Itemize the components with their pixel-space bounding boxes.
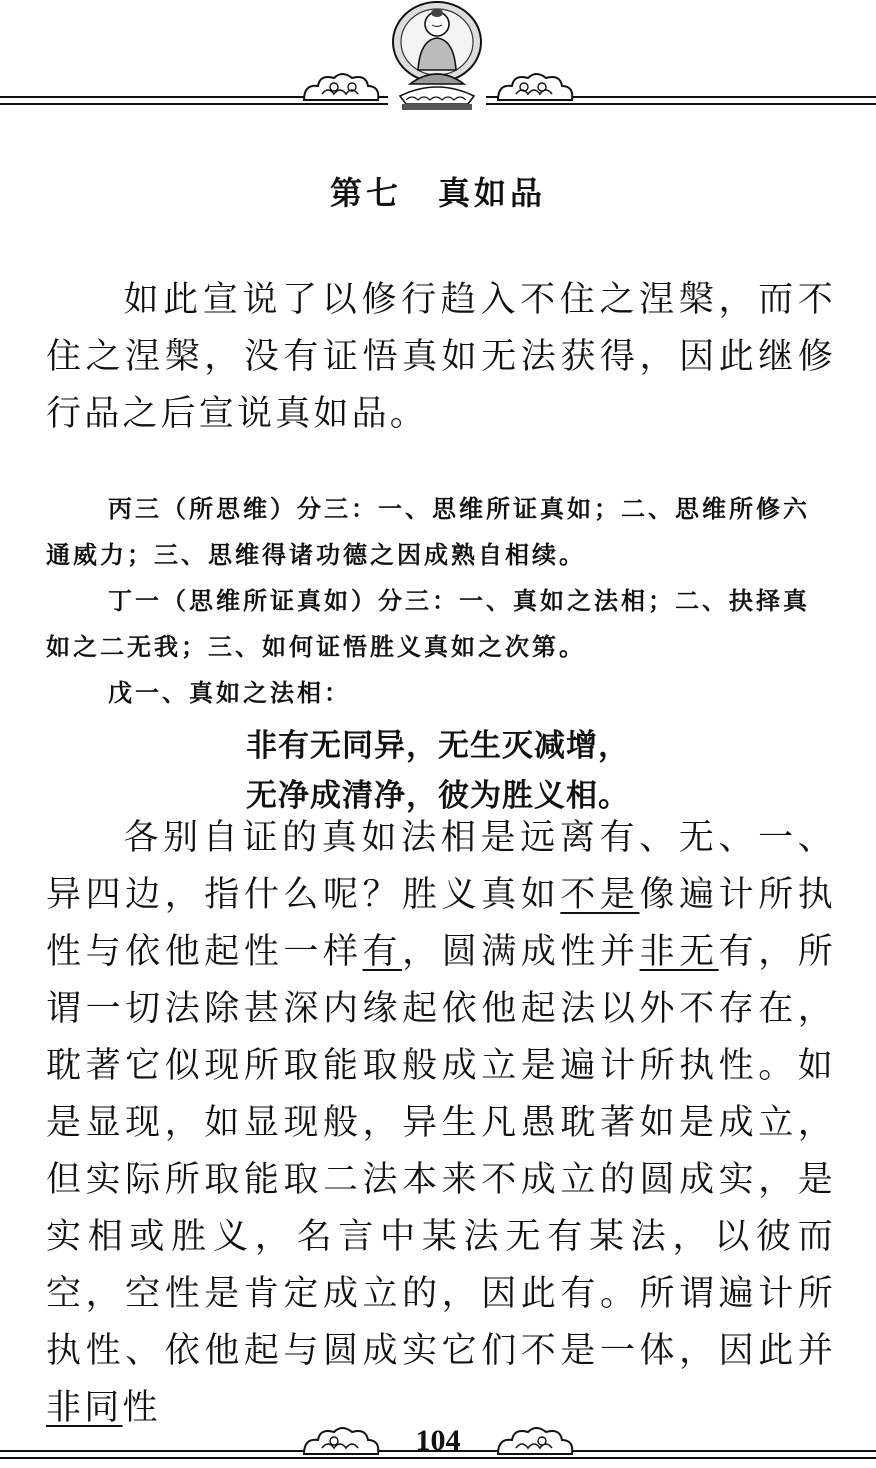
- commentary-text: 有，所谓一切法除甚深内缘起依他起法以外不存在，耽著它似现所取能取般成立是遍计所执性。如是显现，如显现般，异生凡愚耽著如是成立，但实际所取能取二法本来不成立的圆成实，是实相或胜义，名言中某法无有某法，以彼而空，空性是肯定成立的，因此有。所谓遍计所执性、依他起与圆成实它们不是一体，因此并: [46, 932, 837, 1371]
- commentary-text: ，圆满成性并: [402, 932, 640, 972]
- cloud-ornament-icon: [494, 70, 576, 104]
- underlined-text: 非同: [46, 1388, 123, 1428]
- outline-wu-text: 戊一、真如之法相：: [108, 679, 351, 707]
- intro-text: 如此宣说了以修行趋入不住之涅槃，而不住之涅槃，没有证悟真如无法获得，因此继修行品之后宣说真如品。: [46, 280, 836, 434]
- outline-wu: [46, 670, 836, 716]
- commentary-text: 各别自证的真如法相是远离有、无、一、异四边，指什么呢？胜义真如: [46, 818, 836, 915]
- underlined-text: 非无: [639, 932, 719, 972]
- commentary-text: 像遍计所执性与依他起性一样: [46, 875, 836, 972]
- underlined-text: 不是: [560, 875, 640, 915]
- commentary-paragraph: [46, 810, 836, 1437]
- intro-paragraph: [46, 272, 836, 443]
- outline-ding-text: 丁一（思维所证真如）分三：一、真如之法相；二、抉择真如之二无我；三、如何证悟胜义真如之次第。: [46, 587, 810, 661]
- cloud-ornament-icon: [300, 70, 382, 104]
- outline-bing-text: 丙三（所思维）分三：一、思维所证真如；二、思维所修六通威力；三、思维得诸功德之因成熟自相续。: [46, 495, 810, 569]
- commentary-text: 性: [122, 1388, 161, 1428]
- page-number: 104: [415, 1424, 461, 1457]
- chapter-number: 第七: [329, 174, 402, 212]
- outline-bing: [46, 486, 836, 578]
- underlined-text: 有: [362, 932, 403, 972]
- verse-line-2: 无净成清净，彼为胜义相。: [246, 778, 630, 814]
- chapter-name: 真如品: [438, 174, 547, 212]
- verse-line-1: 非有无同异，无生灭减增，: [246, 728, 630, 764]
- buddha-image-icon: [388, 0, 486, 112]
- outline-ding: [46, 578, 836, 670]
- chapter-title: [0, 168, 876, 214]
